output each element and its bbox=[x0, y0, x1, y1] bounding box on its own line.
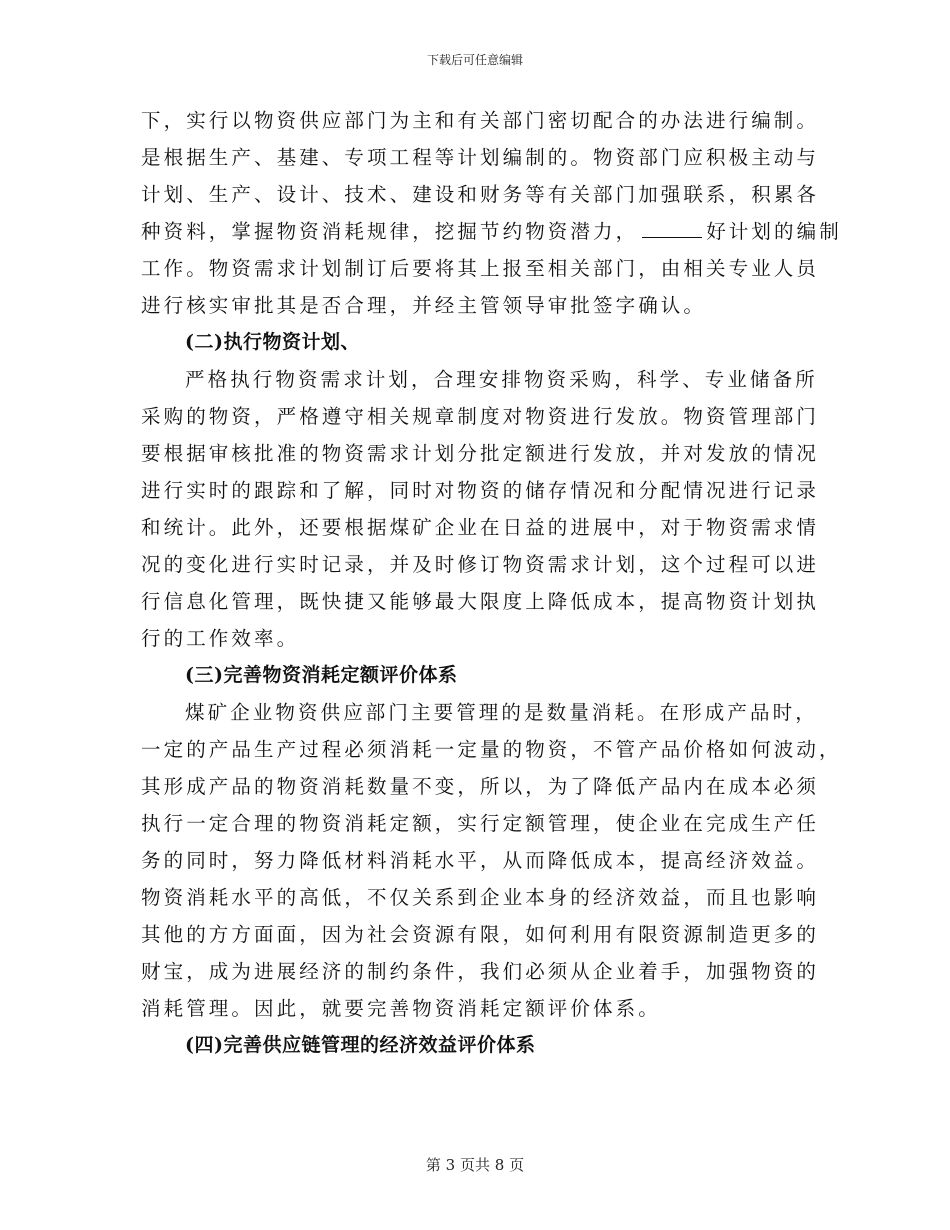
section-2-paragraph bbox=[141, 361, 820, 657]
section-3-paragraph bbox=[141, 694, 842, 1027]
paragraph-continued bbox=[141, 102, 842, 324]
text-line: 其他的方方面面，因为社会资源有限，如何利用有限资源制造更多的 bbox=[141, 923, 820, 946]
text-line: 行的工作效率。 bbox=[141, 627, 300, 650]
text-line: 务的同时，努力降低材料消耗水平，从而降低成本，提高经济效益。 bbox=[141, 849, 820, 872]
text-line: 下，实行以物资供应部门为主和有关部门密切配合的办法进行编制。 bbox=[141, 109, 820, 132]
text-line: 财宝，成为进展经济的制约条件，我们必须从企业着手，加强物资的 bbox=[141, 960, 820, 983]
text-line: 是根据生产、基建、专项工程等计划编制的。物资部门应积极主动与 bbox=[141, 146, 820, 169]
text-line: 消耗管理。因此，就要完善物资消耗定额评价体系。 bbox=[141, 997, 661, 1020]
text-line: 执行一定合理的物资消耗定额，实行定额管理，使企业在完成生产任 bbox=[141, 812, 820, 835]
section-heading-2: (二)执行物资计划、 bbox=[185, 331, 360, 353]
text-fragment: 好计划的编制 bbox=[706, 220, 842, 243]
text-line: 采购的物资，严格遵守相关规章制度对物资进行发放。物资管理部门 bbox=[141, 405, 820, 428]
text-line: 进行实时的跟踪和了解，同时对物资的储存情况和分配情况进行记录 bbox=[141, 479, 820, 502]
section-heading-3: (三)完善物资消耗定额评价体系 bbox=[185, 664, 458, 686]
text-line: 况的变化进行实时记录，并及时修订物资需求计划，这个过程可以进 bbox=[141, 553, 820, 576]
page-footer: 第 3 页共 8 页 bbox=[425, 1156, 525, 1174]
text-line: 其形成产品的物资消耗数量不变，所以，为了降低产品内在成本必须 bbox=[141, 775, 820, 798]
text-line: 计划、生产、设计、技术、建设和财务等有关部门加强联系，积累各 bbox=[141, 183, 820, 206]
fill-in-blank bbox=[642, 219, 702, 238]
text-line: 煤矿企业物资供应部门主要管理的是数量消耗。在形成产品时， bbox=[185, 701, 818, 724]
document-body bbox=[141, 102, 842, 1064]
text-line: 工作。物资需求计划制订后要将其上报至相关部门，由相关专业人员 bbox=[141, 257, 820, 280]
text-line: 严格执行物资需求计划，合理安排物资采购，科学、专业储备所 bbox=[185, 368, 818, 391]
text-line: 进行核实审批其是否合理，并经主管领导审批签字确认。 bbox=[141, 294, 707, 317]
section-heading-4: (四)完善供应链管理的经济效益评价体系 bbox=[185, 1034, 536, 1056]
page-header: 下载后可任意编辑 bbox=[426, 53, 523, 67]
text-line bbox=[141, 213, 842, 250]
text-line: 和统计。此外，还要根据煤矿企业在日益的进展中，对于物资需求情 bbox=[141, 516, 820, 539]
text-fragment: 种资料，掌握物资消耗规律，挖掘节约物资潜力， bbox=[141, 220, 639, 243]
text-line: 一定的产品生产过程必须消耗一定量的物资，不管产品价格如何波动， bbox=[141, 738, 842, 761]
text-line: 行信息化管理，既快捷又能够最大限度上降低成本，提高物资计划执 bbox=[141, 590, 820, 613]
text-line: 要根据审核批准的物资需求计划分批定额进行发放，并对发放的情况 bbox=[141, 442, 820, 465]
text-line: 物资消耗水平的高低，不仅关系到企业本身的经济效益，而且也影响 bbox=[141, 886, 820, 909]
